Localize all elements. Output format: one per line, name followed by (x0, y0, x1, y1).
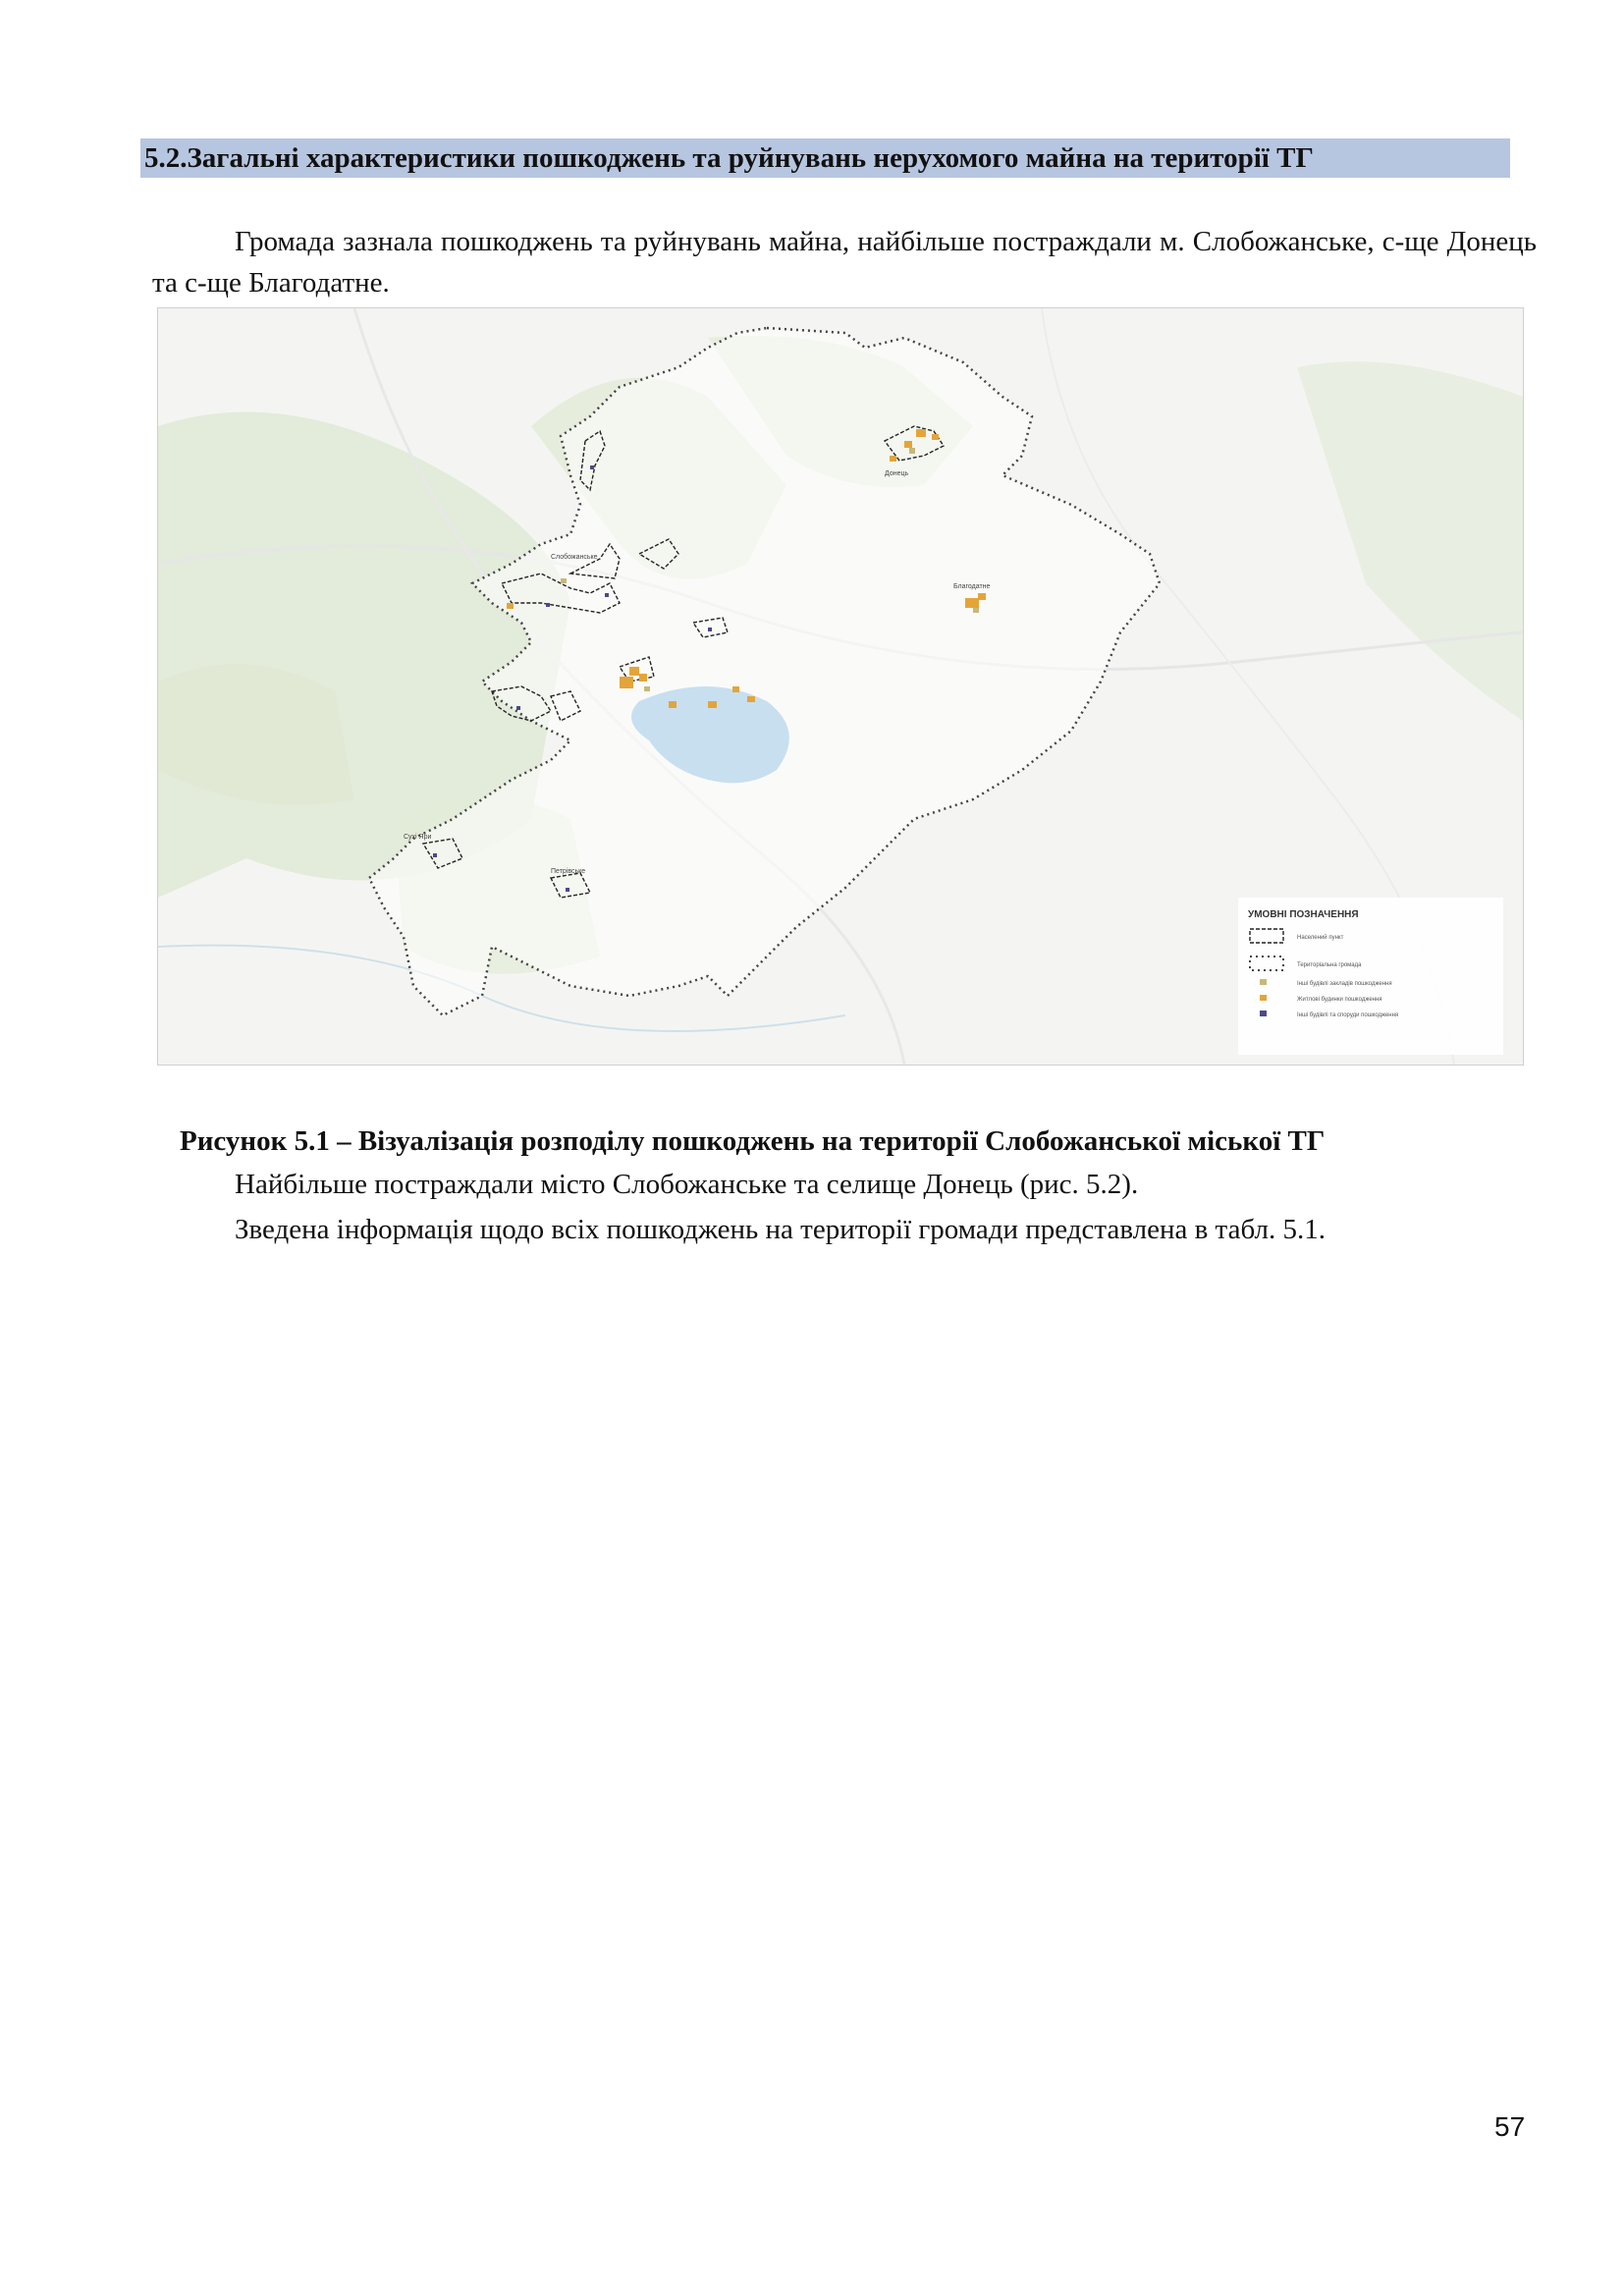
legend-item: Інші будівлі та споруди пошкодження (1297, 1012, 1399, 1018)
legend-item: Житлові будинки пошкодження (1297, 997, 1382, 1003)
svg-text:Благодатне: Благодатне (953, 583, 991, 590)
body-line: Зведена інформація щодо всіх пошкоджень на території громади представлена в табл. 5.1. (235, 1214, 1326, 1245)
svg-text:Слобожанське: Слобожанське (551, 554, 598, 561)
figure-caption: Рисунок 5.1 – Візуалізація розподілу пошкоджень на території Слобожанської міської ТГ (180, 1125, 1326, 1157)
legend-title: УМОВНІ ПОЗНАЧЕННЯ (1248, 909, 1359, 920)
legend-other-structures-swatch (1260, 1011, 1267, 1016)
damage-map (158, 308, 1523, 1065)
legend-residential-swatch (1260, 995, 1267, 1001)
intro-paragraph: Громада зазнала пошкоджень та руйнувань майна, найбільше постраждали м. Слобожанське, с-ще Донець та с-ще Благодатне. (152, 226, 1537, 299)
legend-item: Населений пункт (1297, 935, 1344, 941)
svg-text:Донець: Донець (885, 470, 909, 477)
legend-other-buildings-swatch (1260, 979, 1267, 985)
section-heading: 5.2.Загальні характеристики пошкоджень та руйнувань нерухомого майна на території ТГ (140, 138, 1510, 178)
svg-text:Сухі Яри: Сухі Яри (404, 834, 432, 841)
damage-map-figure (157, 307, 1524, 1066)
map-legend (1238, 898, 1503, 1055)
svg-text:Петрівське: Петрівське (551, 868, 586, 875)
legend-item: Інші будівлі закладів пошкодження (1297, 981, 1392, 987)
body-line: Найбільше постраждали місто Слобожанське та селище Донець (рис. 5.2). (235, 1169, 1139, 1200)
page-number: 57 (1494, 2111, 1526, 2142)
legend-item: Територіальна громада (1297, 962, 1362, 968)
